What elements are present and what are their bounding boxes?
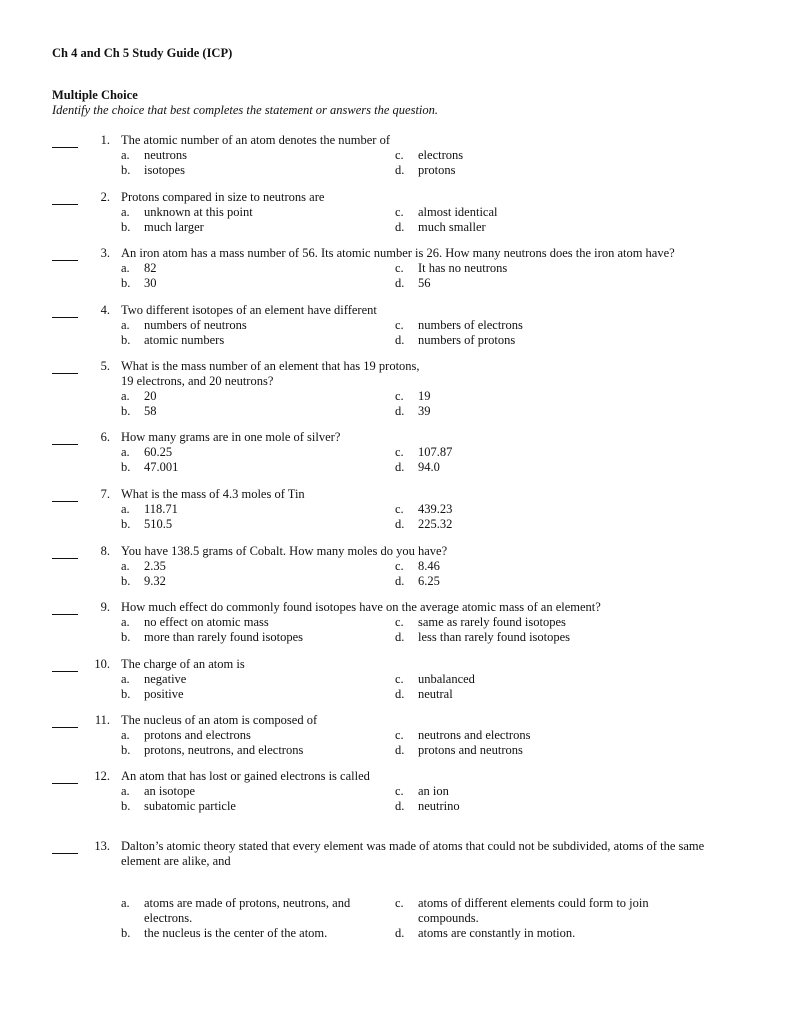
answer-blank[interactable] <box>52 246 78 261</box>
option-text: numbers of neutrons <box>144 318 247 332</box>
option-letter: d. <box>395 460 405 474</box>
option-text: much smaller <box>418 220 486 234</box>
option-letter: c. <box>395 261 404 275</box>
question-number: 4. <box>100 303 110 317</box>
option-text: 439.23 <box>418 502 453 516</box>
option-letter: d. <box>395 630 405 644</box>
option-letter: d. <box>395 574 405 588</box>
option-letter: d. <box>395 333 405 347</box>
option-text: 2.35 <box>144 559 166 573</box>
option-text: 107.87 <box>418 445 453 459</box>
option-letter: a. <box>121 896 130 910</box>
option-text: 6.25 <box>418 574 440 588</box>
option-text: 60.25 <box>144 445 173 459</box>
section-title: Multiple Choice <box>52 88 138 102</box>
option-text: atoms are constantly in motion. <box>418 926 576 940</box>
option-letter: b. <box>121 574 131 588</box>
option-letter: a. <box>121 445 130 459</box>
option-text-line: atoms are made of protons, neutrons, and <box>144 896 351 910</box>
option-letter: b. <box>121 630 131 644</box>
answer-blank[interactable] <box>52 487 78 502</box>
question-number: 12. <box>94 769 110 783</box>
question-number: 5. <box>100 359 110 373</box>
question-stem: You have 138.5 grams of Cobalt. How many moles do you have? <box>121 544 448 558</box>
question-stem: Two different isotopes of an element have different <box>121 303 377 317</box>
option-text: 94.0 <box>418 460 440 474</box>
answer-blank[interactable] <box>52 430 78 445</box>
document-title: Ch 4 and Ch 5 Study Guide (ICP) <box>52 46 233 60</box>
question-stem: The atomic number of an atom denotes the number of <box>121 133 391 147</box>
option-letter: c. <box>395 896 404 910</box>
option-letter: b. <box>121 333 131 347</box>
option-text: protons and electrons <box>144 728 251 742</box>
option-letter: c. <box>395 672 404 686</box>
option-letter: a. <box>121 389 130 403</box>
option-letter: d. <box>395 743 405 757</box>
option-text <box>418 896 649 926</box>
option-text: neutrons <box>144 148 188 162</box>
answer-blank[interactable] <box>52 303 78 318</box>
option-letter: b. <box>121 517 131 531</box>
option-letter: b. <box>121 687 131 701</box>
option-letter: a. <box>121 784 130 798</box>
option-text: no effect on atomic mass <box>144 615 269 629</box>
option-text: negative <box>144 672 187 686</box>
option-text: numbers of protons <box>418 333 516 347</box>
option-letter: c. <box>395 615 404 629</box>
option-letter: c. <box>395 728 404 742</box>
option-letter: d. <box>395 926 405 940</box>
option-letter: b. <box>121 926 131 940</box>
option-text: almost identical <box>418 205 498 219</box>
option-letter: a. <box>121 559 130 573</box>
question-number: 2. <box>100 190 110 204</box>
option-letter: b. <box>121 404 131 418</box>
option-text: numbers of electrons <box>418 318 523 332</box>
option-text: isotopes <box>144 163 185 177</box>
option-text: much larger <box>144 220 204 234</box>
option-text: 47.001 <box>144 460 179 474</box>
option-text: same as rarely found isotopes <box>418 615 566 629</box>
question-number: 9. <box>100 600 110 614</box>
option-letter: b. <box>121 460 131 474</box>
section-instructions: Identify the choice that best completes the statement or answers the question. <box>52 103 439 117</box>
option-text: 30 <box>144 276 157 290</box>
option-letter: c. <box>395 502 404 516</box>
option-letter: d. <box>395 687 405 701</box>
option-text: less than rarely found isotopes <box>418 630 571 644</box>
question-stem: An atom that has lost or gained electrons is called <box>121 769 370 783</box>
option-text: positive <box>144 687 184 701</box>
option-text: 20 <box>144 389 157 403</box>
option-letter: b. <box>121 276 131 290</box>
answer-blank[interactable] <box>52 359 78 374</box>
question-stem: Protons compared in size to neutrons are <box>121 190 325 204</box>
question-number: 3. <box>100 246 110 260</box>
option-text: unknown at this point <box>144 205 253 219</box>
option-letter: d. <box>395 220 405 234</box>
option-text: 56 <box>418 276 431 290</box>
option-text: 118.71 <box>144 502 178 516</box>
option-text: protons, neutrons, and electrons <box>144 743 304 757</box>
answer-blank[interactable] <box>52 190 78 205</box>
option-text: neutral <box>418 687 453 701</box>
question-number: 7. <box>100 487 110 501</box>
option-text: atomic numbers <box>144 333 225 347</box>
option-text: an ion <box>418 784 449 798</box>
answer-blank[interactable] <box>52 839 78 854</box>
option-letter: d. <box>395 404 405 418</box>
option-text: neutrino <box>418 799 460 813</box>
option-letter: a. <box>121 615 130 629</box>
question-stem: The nucleus of an atom is composed of <box>121 713 318 727</box>
option-text: protons and neutrons <box>418 743 523 757</box>
option-text: protons <box>418 163 456 177</box>
question-number: 11. <box>94 713 110 727</box>
question-number: 8. <box>100 544 110 558</box>
question-stem <box>121 359 420 389</box>
option-text-line: electrons. <box>144 911 193 925</box>
answer-blank[interactable] <box>52 657 78 672</box>
answer-blank[interactable] <box>52 544 78 559</box>
option-text-line: compounds. <box>418 911 479 925</box>
option-letter: d. <box>395 163 405 177</box>
option-letter: a. <box>121 148 130 162</box>
option-letter: d. <box>395 276 405 290</box>
question-number: 6. <box>100 430 110 444</box>
option-text: 225.32 <box>418 517 453 531</box>
option-letter: c. <box>395 445 404 459</box>
answer-blank[interactable] <box>52 713 78 728</box>
option-letter: b. <box>121 220 131 234</box>
option-letter: c. <box>395 318 404 332</box>
option-text: 510.5 <box>144 517 173 531</box>
option-letter: a. <box>121 318 130 332</box>
option-text: more than rarely found isotopes <box>144 630 303 644</box>
option-text: 9.32 <box>144 574 166 588</box>
question-number: 10. <box>94 657 110 671</box>
option-letter: d. <box>395 799 405 813</box>
option-text: 8.46 <box>418 559 440 573</box>
question-stem: An iron atom has a mass number of 56. Its atomic number is 26. How many neutrons does the iron atom have? <box>121 246 675 260</box>
option-letter: a. <box>121 205 130 219</box>
option-letter: d. <box>395 517 405 531</box>
option-text <box>144 896 350 926</box>
answer-blank[interactable] <box>52 600 78 615</box>
question-number: 13. <box>94 839 110 853</box>
option-text: 82 <box>144 261 157 275</box>
option-text: 19 <box>418 389 431 403</box>
option-text-line: atoms of different elements could form to join <box>418 896 649 910</box>
question-stem-line: What is the mass number of an element that has 19 protons, <box>121 359 420 373</box>
option-text: an isotope <box>144 784 196 798</box>
option-text: 39 <box>418 404 431 418</box>
question-stem <box>121 839 741 869</box>
option-letter: c. <box>395 148 404 162</box>
question-number: 1. <box>100 133 110 147</box>
option-letter: c. <box>395 784 404 798</box>
option-letter: c. <box>395 559 404 573</box>
option-letter: a. <box>121 728 130 742</box>
option-text: unbalanced <box>418 672 475 686</box>
question-stem-line: 19 electrons, and 20 neutrons? <box>121 374 274 388</box>
option-text: the nucleus is the center of the atom. <box>144 926 328 940</box>
option-letter: a. <box>121 672 130 686</box>
question-stem: What is the mass of 4.3 moles of Tin <box>121 487 305 501</box>
option-letter: b. <box>121 799 131 813</box>
option-letter: c. <box>395 389 404 403</box>
option-text: electrons <box>418 148 464 162</box>
question-stem-line: Dalton’s atomic theory stated that every element was made of atoms that could not be subdivided, atoms of the same <box>121 839 705 853</box>
question-stem: How many grams are in one mole of silver? <box>121 430 341 444</box>
answer-blank[interactable] <box>52 769 78 784</box>
option-text: It has no neutrons <box>418 261 508 275</box>
question-stem: How much effect do commonly found isotopes have on the average atomic mass of an element? <box>121 600 601 614</box>
option-text: subatomic particle <box>144 799 236 813</box>
answer-blank[interactable] <box>52 133 78 148</box>
option-letter: b. <box>121 743 131 757</box>
question-stem: The charge of an atom is <box>121 657 245 671</box>
option-letter: a. <box>121 261 130 275</box>
option-text: neutrons and electrons <box>418 728 531 742</box>
question-stem-line: element are alike, and <box>121 854 231 868</box>
option-letter: a. <box>121 502 130 516</box>
option-text: 58 <box>144 404 157 418</box>
option-letter: b. <box>121 163 131 177</box>
option-letter: c. <box>395 205 404 219</box>
